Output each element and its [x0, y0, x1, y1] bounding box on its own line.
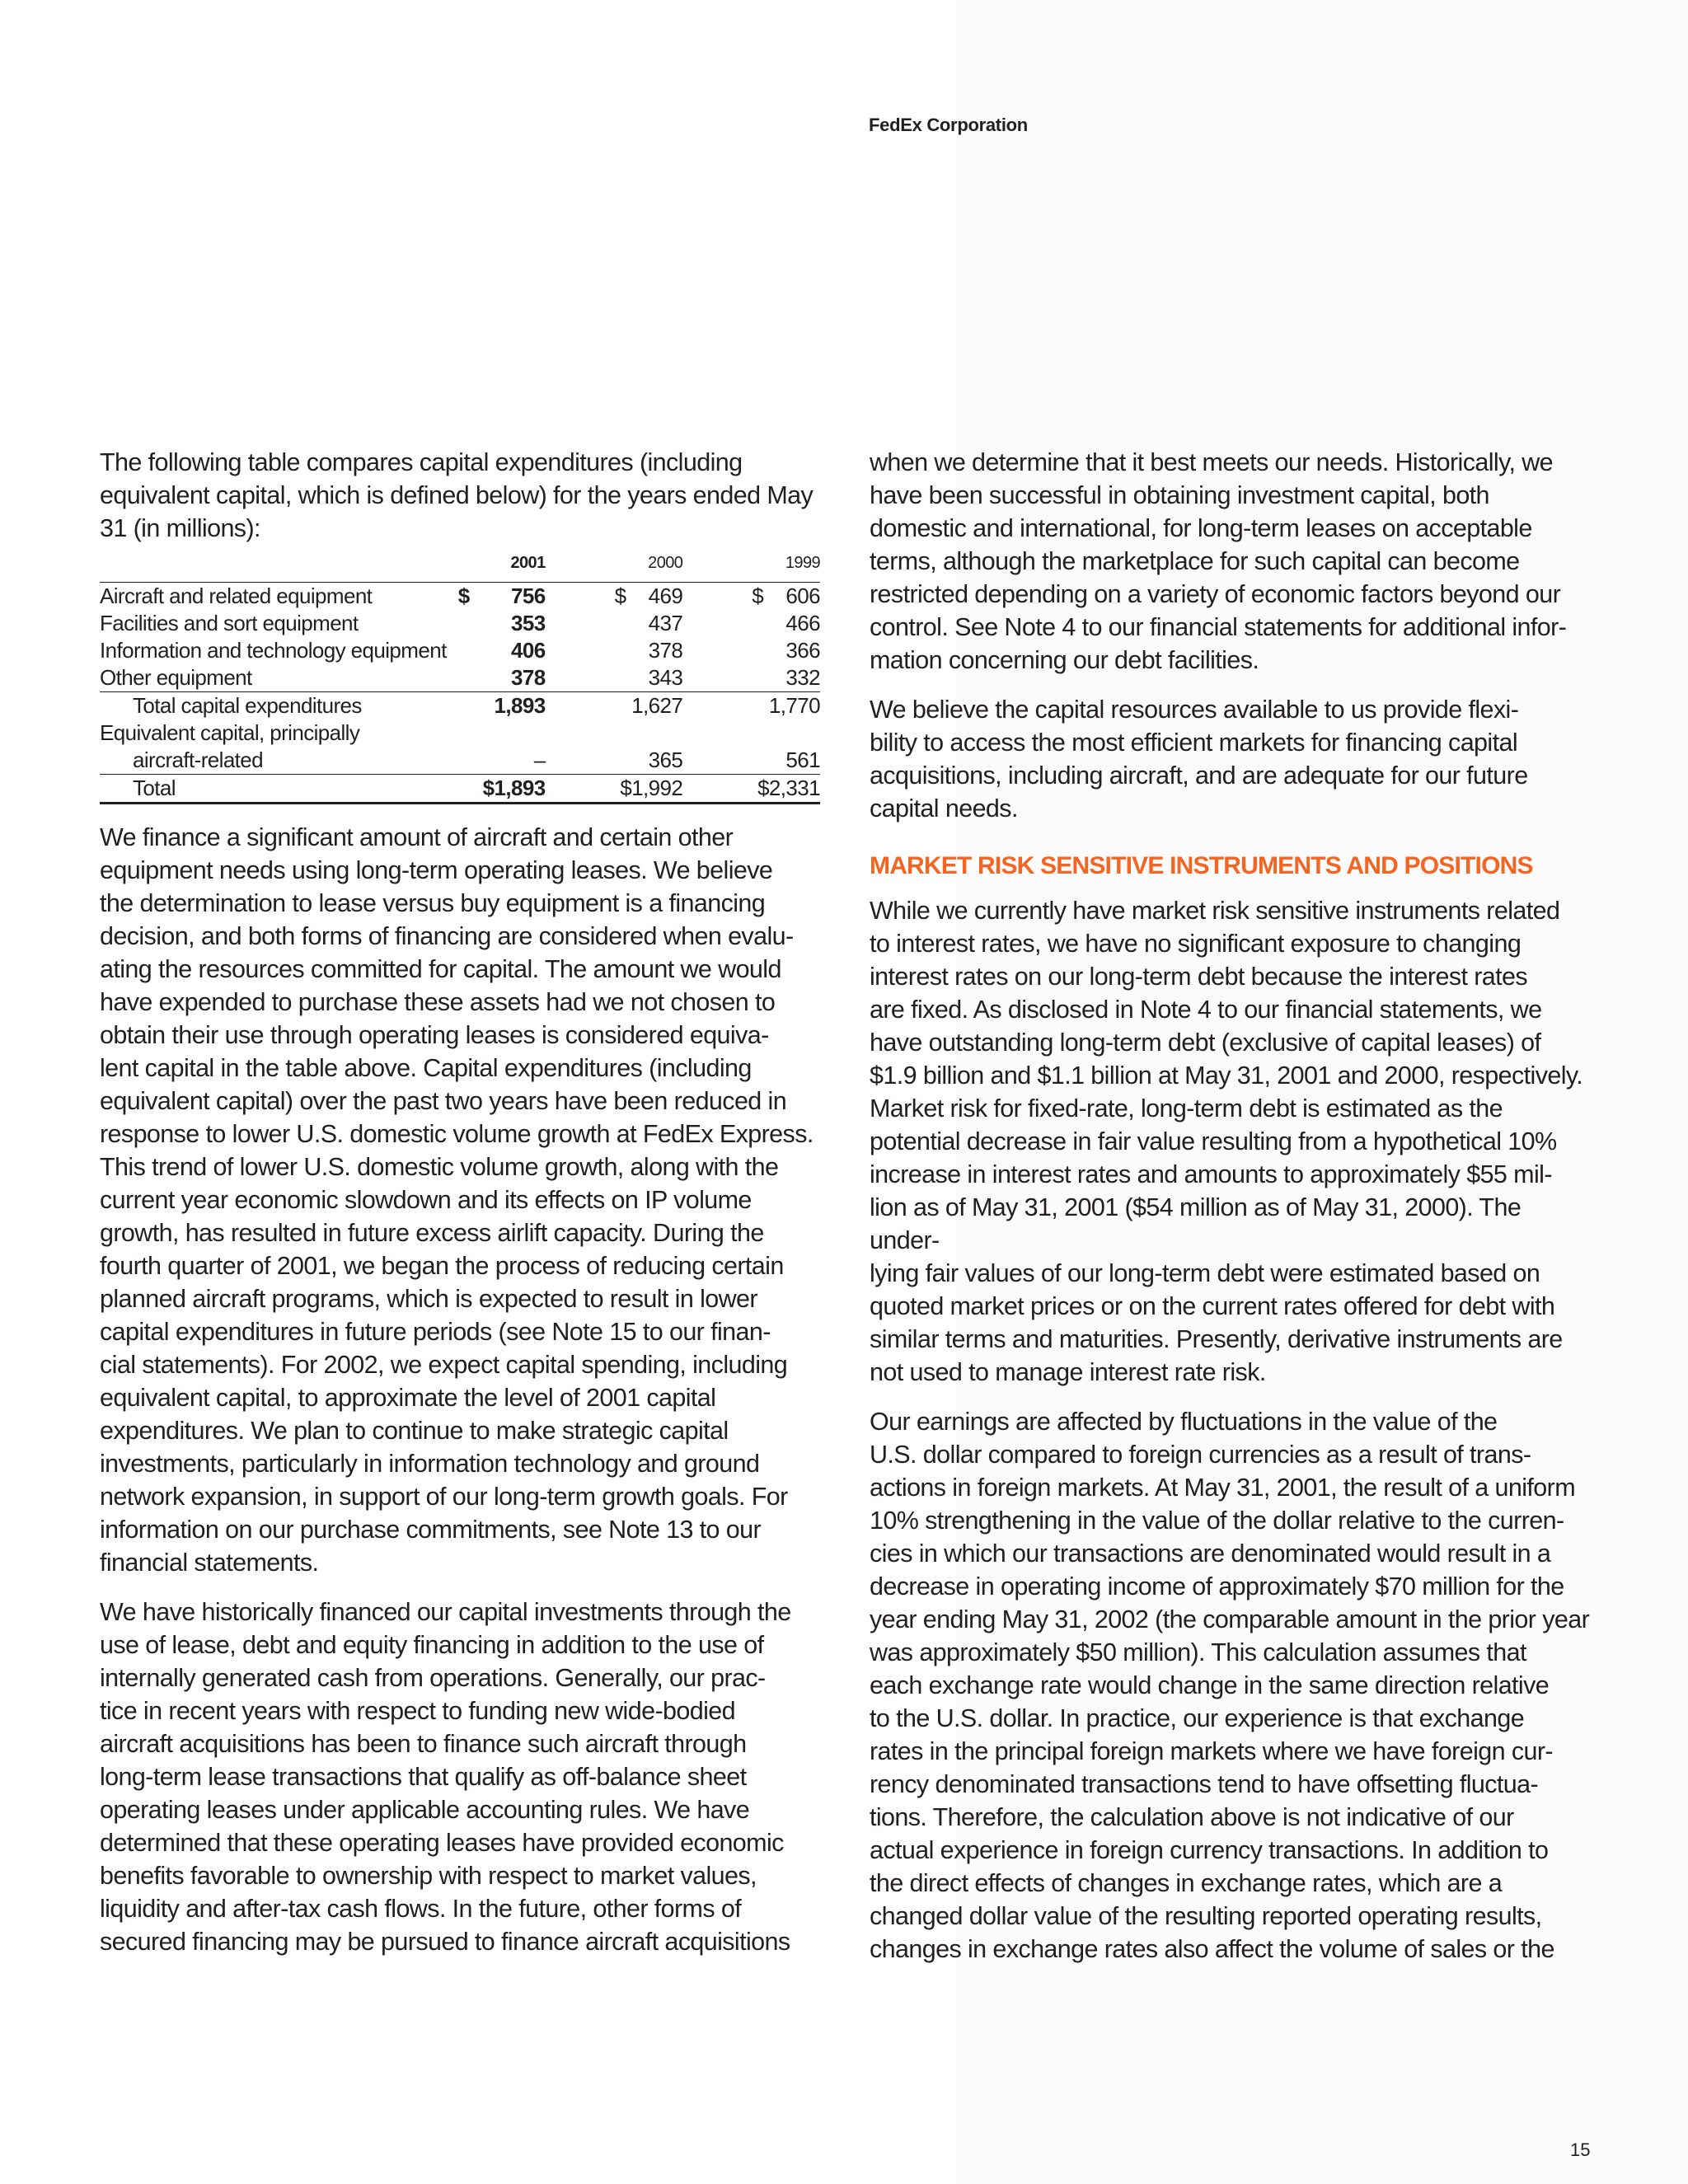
value-2000: 365 — [648, 748, 683, 772]
row-label: aircraft-related — [133, 748, 264, 772]
currency-symbol: $ — [752, 583, 764, 608]
capital-expenditures-table — [100, 550, 820, 804]
value-2001: 1,893 — [447, 692, 546, 720]
row-label: Information and technology equipment — [100, 638, 447, 663]
table-row-total — [100, 775, 820, 804]
column-header-2000: 2000 — [546, 550, 683, 583]
paragraph-financing: We have historically financed our capital investments through the use of lease, debt and equity financing in addition to the use of internally generated cash from operations. Generally, our prac- tice in recent years with respect to funding new wide-bodied aircraft acquisitions has been to finance such aircraft through long-term lease transactions that qualify as off-balance sheet operating leases under applicable accounting rules. We have determined that these operating leases have provided economic benefits favorable to ownership with respect to market values, liquidity and after-tax cash flows. In the future, other forms of secured financing may be pursued to finance aircraft acquisitions — [100, 1598, 791, 1956]
value-2000: 469 — [648, 583, 683, 608]
value-1999: 561 — [785, 748, 820, 772]
row-label: Aircraft and related equipment — [100, 583, 373, 608]
value-2001: 378 — [511, 665, 546, 690]
paragraph-investment-capital: when we determine that it best meets our needs. Historically, we have been successful in obtaining investment capital, both domestic and international, for long-term leases on acceptable terms, although the marketplace for such capital can become restricted depending on a variety of economic factors beyond our control. See Note 4 to our financial statements for additional infor- mation concerning our debt facilities. — [870, 448, 1567, 674]
value-1999: 366 — [785, 638, 820, 663]
paragraph-interest-rate-risk: While we currently have market risk sensitive instruments related to interest rates, we have no significant exposure to changing interest rates on our long-term debt because the interest rates are fixed. As disclosed in Note 4 to our financial statements, we have outstanding long-term debt (exclusive of capital leases) of $1.9 billion and $1.1 billion at May 31, 2001 and 2000, respectively. Market risk for fixed-rate, long-term debt is estimated as the potential decrease in fair value resulting from a hypothetical 10% increase in interest rates and amounts to approximately $55 mil- lion as of May 31, 2001 ($54 million as of May 31, 2000). The under- lying fair values of our long-term debt were estimated based on quoted market prices or on the current rates offered for debt with similar terms and maturities. Presently, derivative instruments are not used to manage interest rate risk. — [870, 897, 1583, 1386]
section-heading-market-risk: MARKET RISK SENSITIVE INSTRUMENTS AND POSITIONS — [870, 852, 1533, 879]
currency-symbol: $ — [614, 583, 626, 608]
table-row-subtotal — [100, 692, 820, 720]
value-2000: 378 — [648, 638, 683, 663]
table-row — [100, 664, 820, 692]
value-2001: – — [533, 748, 546, 772]
value-1999: 606 — [785, 583, 820, 608]
table-row — [100, 747, 820, 775]
left-column — [100, 446, 823, 1975]
value-2000: 343 — [648, 665, 683, 690]
value-2000: $1,992 — [546, 775, 683, 804]
row-label: Total capital expenditures — [100, 692, 447, 720]
table-row — [100, 610, 820, 637]
table-header-row — [100, 550, 820, 583]
value-1999: $2,331 — [682, 775, 820, 804]
paragraph-currency-risk: Our earnings are affected by fluctuations in the value of the U.S. dollar compared to foreign currencies as a result of trans- actions in foreign markets. At May 31, 2001, the result of a uniform 10% strengthening in the value of the dollar relative to the curren- cies in which our transactions are denominated would result in a decrease in operating income of approximately $70 million for the year ending May 31, 2002 (the comparable amount in the prior year was approximately $50 million). This calculation assumes that each exchange rate would change in the same direction relative to the U.S. dollar. In practice, our experience is that exchange rates in the principal foreign markets where we have foreign cur- rency denominated transactions tend to have offsetting fluctua- tions. Therefore, the calculation above is not indicative of our actual experience in foreign currency transactions. In addition to the direct effects of changes in exchange rates, which are a changed dollar value of the resulting reported operating results, changes in exchange rates also affect the volume of sales or the — [870, 1408, 1590, 1963]
value-2000: 1,627 — [546, 692, 683, 720]
paragraph-leasing: We finance a significant amount of aircraft and certain other equipment needs using long-term operating leases. We believe the determination to lease versus buy equipment is a financing decision, and both forms of financing are considered when evalu- ating the resources committed for capital. The amount we would have expended to purchase these assets had we not chosen to obtain their use through operating leases is considered equiva- lent capital in the table above. Capital expenditures (including equivalent capital) over the past two years have been reduced in response to lower U.S. domestic volume growth at FedEx Express. This trend of lower U.S. domestic volume growth, along with the current year economic slowdown and its effects on IP volume growth, has resulted in future excess airlift capacity. During the fourth quarter of 2001, we began the process of reducing certain planned aircraft programs, which is expected to result in lower capital expenditures in future periods (see Note 15 to our finan- cial statements). For 2002, we expect capital spending, including equivalent capital, to approximate the level of 2001 capital expenditures. We plan to continue to make strategic capital investments, particularly in information technology and ground network expansion, in support of our long-term growth goals. For information on our purchase commitments, see Note 13 to our financial statements. — [100, 823, 814, 1577]
value-2001: 756 — [511, 583, 546, 608]
value-2001: 406 — [511, 638, 546, 663]
running-header: FedEx Corporation — [869, 115, 1028, 135]
paragraph-capital-resources: We believe the capital resources available to us provide flexi- bility to access the most efficient markets for financing capital acquisitions, including aircraft, and are adequate for our future capital needs. — [870, 696, 1528, 823]
column-header-2001: 2001 — [447, 550, 546, 583]
row-label: Other equipment — [100, 665, 252, 690]
page-number: 15 — [1570, 2139, 1591, 2160]
table-row — [100, 583, 820, 611]
value-1999: 466 — [785, 611, 820, 635]
right-column — [870, 446, 1593, 1982]
table-intro: The following table compares capital expenditures (including equivalent capital, which is defined below) for the years ended May 31 (in millions): — [100, 448, 814, 542]
table-row — [100, 719, 820, 747]
value-2001: 353 — [511, 611, 546, 635]
table-header-label — [100, 550, 447, 583]
row-label: Total — [100, 775, 447, 804]
currency-symbol: $ — [457, 583, 470, 608]
value-2000: 437 — [648, 611, 683, 635]
row-label: Facilities and sort equipment — [100, 611, 359, 635]
row-label: Equivalent capital, principally — [100, 720, 360, 745]
table-row — [100, 637, 820, 664]
value-1999: 332 — [785, 665, 820, 690]
value-1999: 1,770 — [682, 692, 820, 720]
value-2001: $1,893 — [447, 775, 546, 804]
column-header-1999: 1999 — [682, 550, 820, 583]
